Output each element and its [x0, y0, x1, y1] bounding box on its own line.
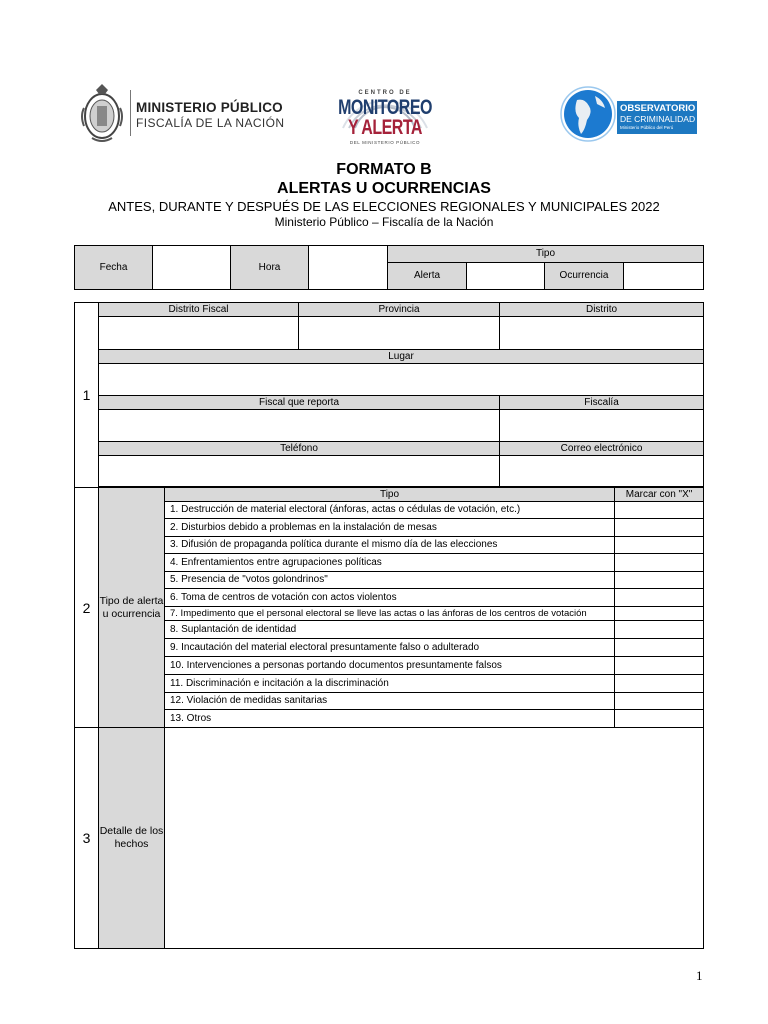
distrito-label: Distrito	[500, 303, 704, 317]
date-time-type-table	[74, 245, 704, 290]
provincia-field[interactable]	[299, 317, 500, 350]
tipo-item-8: 8. Suplantación de identidad	[165, 621, 615, 639]
monitoreo-text: MONITOREO	[338, 97, 432, 120]
coat-of-arms-icon	[78, 82, 126, 144]
fiscalia-name: FISCALÍA DE LA NACIÓN	[136, 116, 285, 130]
distrito-field[interactable]	[500, 317, 704, 350]
mark-cell-9[interactable]	[615, 639, 704, 657]
tipo-item-1: 1. Destrucción de material electoral (ánforas, actas o cédulas de votación, etc.)	[165, 502, 615, 519]
tipo-item-12: 12. Violación de medidas sanitarias	[165, 693, 615, 710]
fiscalia-label: Fiscalía	[500, 396, 704, 410]
mark-cell-1[interactable]	[615, 502, 704, 519]
document-title-block	[0, 160, 768, 230]
mark-cell-5[interactable]	[615, 572, 704, 589]
tipo-item-10: 10. Intervenciones a personas portando documentos presuntamente falsos	[165, 657, 615, 675]
mark-cell-4[interactable]	[615, 554, 704, 572]
tipo-label: Tipo	[388, 246, 704, 263]
tipo-item-9: 9. Incautación del material electoral presuntamente falso o adulterado	[165, 639, 615, 657]
section-3-number: 3	[75, 728, 99, 949]
distrito-fiscal-label: Distrito Fiscal	[99, 303, 299, 317]
mark-cell-7[interactable]	[615, 607, 704, 621]
fiscal-reporta-label: Fiscal que reporta	[99, 396, 500, 410]
mark-cell-11[interactable]	[615, 675, 704, 693]
observatorio-title: OBSERVATORIO	[620, 103, 696, 114]
y-alerta-text: Y ALERTA	[348, 117, 422, 140]
ocurrencia-field[interactable]	[624, 263, 704, 290]
lugar-field[interactable]	[99, 364, 704, 396]
mark-cell-3[interactable]	[615, 537, 704, 554]
elections-subtitle: ANTES, DURANTE Y DESPUÉS DE LAS ELECCIONES REGIONALES Y MUNICIPALES 2022	[108, 199, 660, 214]
criminalidad-title: DE CRIMINALIDAD	[620, 114, 696, 124]
tipo-item-2: 2. Disturbios debido a problemas en la instalación de mesas	[165, 519, 615, 537]
centro-monitoreo-logo	[335, 68, 435, 150]
mark-cell-8[interactable]	[615, 621, 704, 639]
hora-label: Hora	[231, 246, 309, 290]
section-2-label: Tipo de alerta u ocurrencia	[99, 488, 165, 728]
ocurrencia-label: Ocurrencia	[545, 263, 624, 290]
alerts-title: ALERTAS U OCURRENCIAS	[277, 180, 491, 197]
mark-cell-2[interactable]	[615, 519, 704, 537]
globe-icon	[555, 82, 621, 144]
fiscal-reporta-field[interactable]	[99, 410, 500, 442]
centro-de-text: CENTRO DE	[358, 90, 412, 96]
lugar-label: Lugar	[99, 350, 704, 364]
hora-field[interactable]	[309, 246, 388, 290]
distrito-fiscal-field[interactable]	[99, 317, 299, 350]
tipo-item-3: 3. Difusión de propaganda política durante el mismo día de las elecciones	[165, 537, 615, 554]
observatorio-subtitle: Ministerio Público del Perú	[620, 125, 674, 130]
fecha-label: Fecha	[75, 246, 153, 290]
alerta-field[interactable]	[467, 263, 545, 290]
mark-cell-13[interactable]	[615, 710, 704, 728]
page-number: 1	[696, 968, 703, 983]
tipo-item-5: 5. Presencia de "votos golondrinos"	[165, 572, 615, 589]
mark-cell-10[interactable]	[615, 657, 704, 675]
report-form-table	[74, 302, 704, 949]
section-3-label: Detalle de los hechos	[99, 728, 165, 949]
logo-divider	[130, 90, 131, 136]
mark-cell-12[interactable]	[615, 693, 704, 710]
tipo-item-4: 4. Enfrentamientos entre agrupaciones políticas	[165, 554, 615, 572]
tipo-item-6: 6. Toma de centros de votación con actos violentos	[165, 589, 615, 607]
ministry-subtitle: Ministerio Público – Fiscalía de la Nación	[274, 215, 494, 229]
del-ministerio-text: DEL MINISTERIO PÚBLICO	[349, 140, 421, 145]
section-2-number: 2	[75, 488, 99, 728]
correo-field[interactable]	[500, 456, 704, 487]
alerta-label: Alerta	[388, 263, 467, 290]
ministerio-publico-logo	[78, 82, 285, 144]
telefono-field[interactable]	[99, 456, 500, 487]
tipo-column-header: Tipo	[165, 488, 615, 502]
ministerio-name: MINISTERIO PÚBLICO	[136, 100, 283, 115]
telefono-label: Teléfono	[99, 442, 500, 456]
tipo-item-11: 11. Discriminación e incitación a la discriminación	[165, 675, 615, 693]
format-title: FORMATO B	[336, 161, 432, 178]
tipo-item-13: 13. Otros	[165, 710, 615, 728]
detalle-hechos-field[interactable]	[165, 728, 704, 949]
fiscalia-field[interactable]	[500, 410, 704, 442]
marcar-column-header: Marcar con "X"	[615, 488, 704, 502]
provincia-label: Provincia	[299, 303, 500, 317]
observatorio-logo	[555, 82, 700, 144]
mark-cell-6[interactable]	[615, 589, 704, 607]
section-1-number: 1	[75, 303, 99, 488]
tipo-item-7: 7. Impedimento que el personal electoral se lleve las actas o las ánforas de los centros de votación	[165, 607, 615, 621]
correo-label: Correo electrónico	[500, 442, 704, 456]
fecha-field[interactable]	[153, 246, 231, 290]
